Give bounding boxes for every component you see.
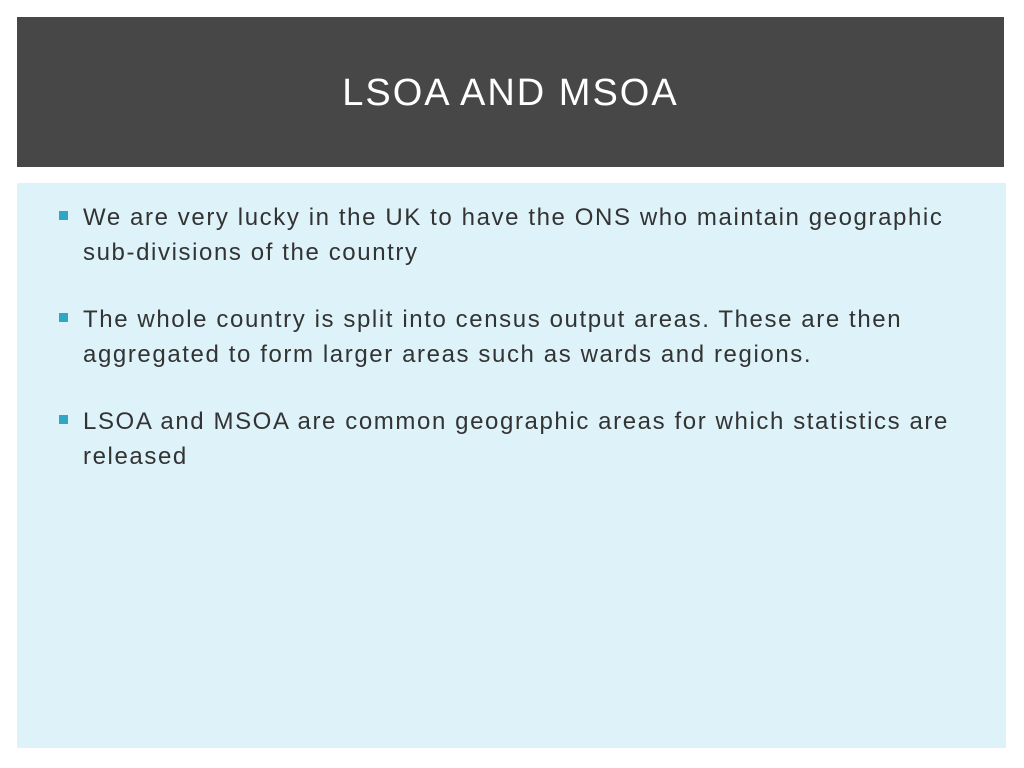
bullet-text: We are very lucky in the UK to have the ONS who maintain geographic sub-divisions of the country — [83, 204, 944, 266]
square-bullet-icon — [59, 415, 68, 424]
content-panel — [17, 183, 1006, 748]
square-bullet-icon — [59, 211, 68, 220]
bullet-text: The whole country is split into census output areas. These are then aggregated to form larger areas such as wards and regions. — [83, 306, 903, 368]
bullet-list — [59, 200, 979, 506]
bullet-text: LSOA and MSOA are common geographic areas for which statistics are released — [83, 408, 949, 470]
list-item — [59, 404, 979, 474]
list-item — [59, 200, 979, 270]
list-item — [59, 302, 979, 372]
slide-title: LSOA AND MSOA — [342, 72, 679, 114]
square-bullet-icon — [59, 313, 68, 322]
title-bar — [17, 17, 1004, 167]
